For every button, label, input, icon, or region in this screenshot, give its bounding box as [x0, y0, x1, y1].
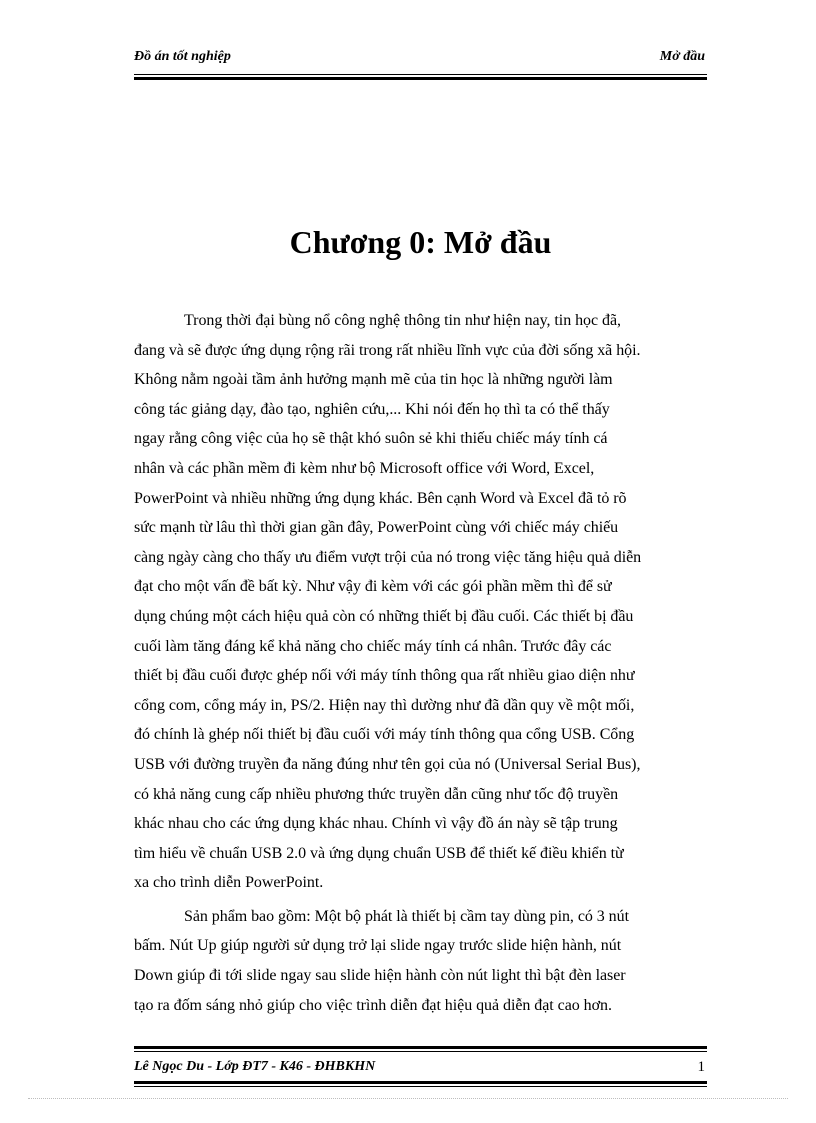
- paragraph-2: [134, 902, 708, 1020]
- paragraph-1: [134, 306, 708, 898]
- page-header: [134, 47, 707, 69]
- text-line: khác nhau cho các ứng dụng khác nhau. Chính vì vậy đồ án này sẽ tập trung: [134, 815, 618, 833]
- text-line: thiết bị đầu cuối được ghép nối với máy tính thông qua rất nhiều giao diện như: [134, 667, 635, 685]
- page-footer: [134, 1057, 707, 1077]
- body-text: [134, 306, 708, 1020]
- text-line: cổng com, cổng máy in, PS/2. Hiện nay thì dường như đã dần quy về một mối,: [134, 696, 635, 714]
- header-rule-thick: [134, 77, 707, 80]
- footer-author: Lê Ngọc Du - Lớp ĐT7 - K46 - ĐHBKHN: [134, 1059, 376, 1074]
- chapter-title: Chương 0: Mở đầu: [289, 224, 552, 260]
- text-line: công tác giảng dạy, đào tạo, nghiên cứu,... Khi nói đến họ thì ta có thể thấy: [134, 400, 610, 418]
- text-line: đang và sẽ được ứng dụng rộng rãi trong rất nhiều lĩnh vực của đời sống xã hội.: [134, 341, 641, 359]
- text-line: nhân và các phần mềm đi kèm như bộ Microsoft office với Word, Excel,: [134, 459, 595, 477]
- text-line: sức mạnh từ lâu thì thời gian gần đây, PowerPoint cùng với chiếc máy chiếu: [134, 519, 619, 537]
- text-line: xa cho trình diễn PowerPoint.: [134, 874, 324, 892]
- text-line: đó chính là ghép nối thiết bị đầu cuối với máy tính thông qua cổng USB. Cổng: [134, 726, 635, 744]
- text-line: Down giúp đi tới slide ngay sau slide hiện hành còn nút light thì bật đèn laser: [134, 967, 626, 985]
- header-document-type: Đồ án tốt nghiệp: [134, 49, 231, 64]
- text-line: tạo ra đốm sáng nhỏ giúp cho việc trình diễn đạt hiệu quả diễn đạt cao hơn.: [134, 996, 612, 1014]
- text-line: đạt cho một vấn đề bất kỳ. Như vậy đi kèm với các gói phần mềm thì để sử: [134, 578, 612, 596]
- footer-rule-thin: [134, 1051, 707, 1052]
- text-line: ngay rằng công việc của họ sẽ thật khó suôn sẻ khi thiếu chiếc máy tính cá: [134, 430, 608, 448]
- footer-rule-bottom-thick: [134, 1081, 707, 1084]
- text-line: cuối làm tăng đáng kể khả năng cho chiếc máy tính cá nhân. Trước đây các: [134, 637, 612, 655]
- text-line: PowerPoint và nhiều những ứng dụng khác. Bên cạnh Word và Excel đã tỏ rõ: [134, 489, 627, 507]
- text-line: tìm hiểu về chuẩn USB 2.0 và ứng dụng chuẩn USB để thiết kế điều khiển từ: [134, 844, 624, 862]
- text-line: có khả năng cung cấp nhiều phương thức truyền dẫn cũng như tốc độ truyền: [134, 785, 619, 803]
- text-line: dụng chúng một cách hiệu quả còn có những thiết bị đầu cuối. Các thiết bị đầu: [134, 607, 634, 625]
- text-line: bấm. Nút Up giúp người sử dụng trở lại slide ngay trước slide hiện hành, nút: [134, 937, 622, 955]
- footer-rule-bottom-thin: [134, 1086, 707, 1087]
- page-number: 1: [697, 1059, 705, 1075]
- header-rule-thin: [134, 74, 707, 75]
- page-bottom-dotted-line: [28, 1098, 788, 1099]
- text-line: Trong thời đại bùng nổ công nghệ thông tin như hiện nay, tin học đã,: [184, 312, 621, 329]
- header-section-name: Mở đầu: [659, 49, 705, 64]
- text-line: Sản phẩm bao gồm: Một bộ phát là thiết bị cầm tay dùng pin, có 3 nút: [184, 907, 629, 925]
- text-line: Không nằm ngoài tầm ảnh hưởng mạnh mẽ của tin học là những người làm: [134, 371, 613, 389]
- text-line: USB với đường truyền đa năng đúng như tên gọi của nó (Universal Serial Bus),: [134, 755, 641, 773]
- text-line: càng ngày càng cho thấy ưu điểm vượt trội của nó trong việc tăng hiệu quả diễn: [134, 548, 642, 566]
- footer-rule-thick: [134, 1046, 707, 1049]
